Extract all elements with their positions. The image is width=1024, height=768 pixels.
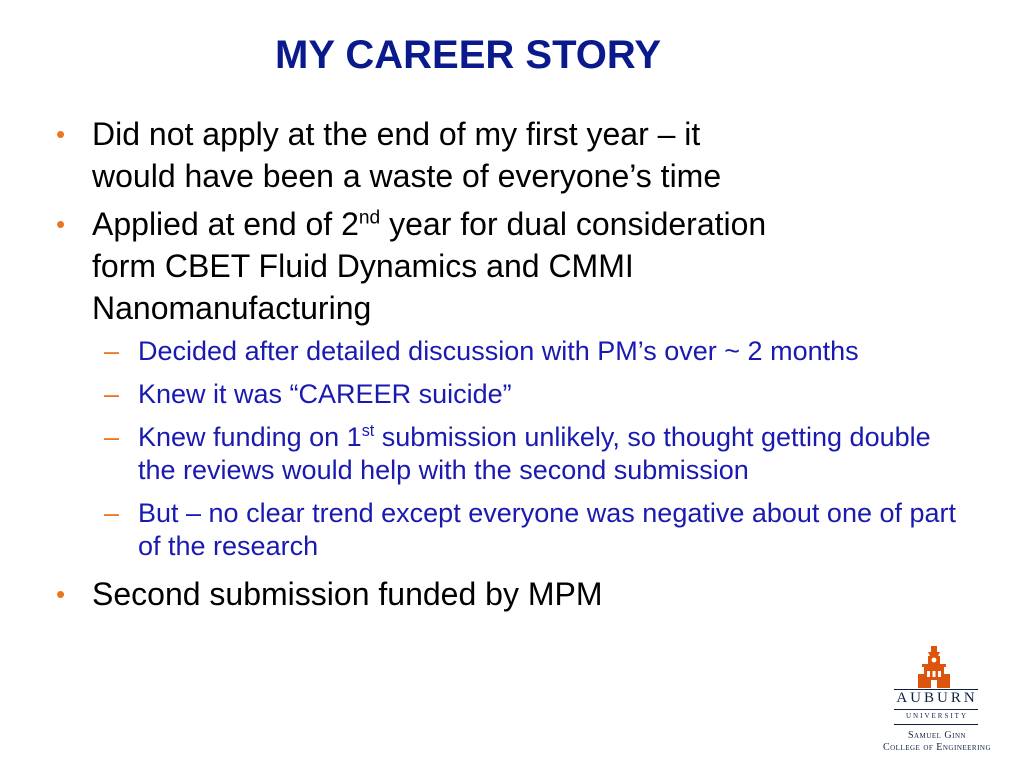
sub-item-2-text: Knew it was “CAREER suicide” — [138, 379, 512, 409]
sub-item-3-text-start: Knew funding on 1 — [138, 422, 362, 452]
bullet-icon: • — [56, 209, 66, 239]
bullet-1-line-2: would have been a waste of everyone’s time — [92, 158, 722, 194]
bullet-2-text-rest: year for dual consideration — [380, 206, 767, 242]
logo-rule-middle — [894, 709, 978, 710]
dash-icon: – — [104, 422, 120, 452]
dash-icon: – — [104, 498, 120, 528]
dash-icon: – — [104, 379, 120, 409]
bullet-icon: • — [56, 579, 66, 609]
slide-body — [52, 113, 972, 621]
bullet-icon: • — [56, 119, 66, 149]
bullet-item-2 — [52, 203, 972, 329]
dash-icon: – — [104, 336, 120, 366]
bullet-2-line-2: form CBET Fluid Dynamics and CMMI — [92, 248, 634, 284]
samford-tower-icon — [914, 646, 954, 688]
sub-item-2 — [104, 378, 968, 411]
bullet-2-text-start: Applied at end of 2 — [92, 206, 359, 242]
logo-university-text: UNIVERSITY — [906, 712, 968, 720]
logo-college-line-1: Samuel Ginn — [907, 730, 967, 741]
sub-item-4-text: But – no clear trend except everyone was negative about one of part of the research — [138, 498, 957, 561]
sub-item-3-superscript: st — [361, 422, 375, 440]
bullet-1-line-1: Did not apply at the end of my first year – it — [92, 116, 701, 152]
sub-item-3 — [104, 421, 968, 487]
bullet-item-3 — [52, 573, 972, 615]
bullet-2-line-3: Nanomanufacturing — [92, 290, 372, 326]
logo-college-line-2: College of Engineering — [882, 742, 992, 753]
logo-rule-bottom — [894, 724, 978, 725]
sub-item-4 — [104, 497, 968, 563]
bullet-3-text: Second submission funded by MPM — [92, 576, 603, 612]
sub-item-1-text: Decided after detailed discussion with PM’s over ~ 2 months — [138, 336, 859, 366]
bullet-item-1 — [52, 113, 972, 197]
auburn-logo — [862, 646, 1012, 758]
slide-title: MY CAREER STORY — [275, 33, 661, 77]
sub-item-1 — [104, 335, 968, 368]
logo-wordmark: AUBURN — [896, 690, 978, 706]
bullet-2-superscript: nd — [358, 207, 381, 229]
sub-item-3-text-rest: submission unlikely, so thought getting double the reviews would help with the second submission — [138, 422, 931, 485]
